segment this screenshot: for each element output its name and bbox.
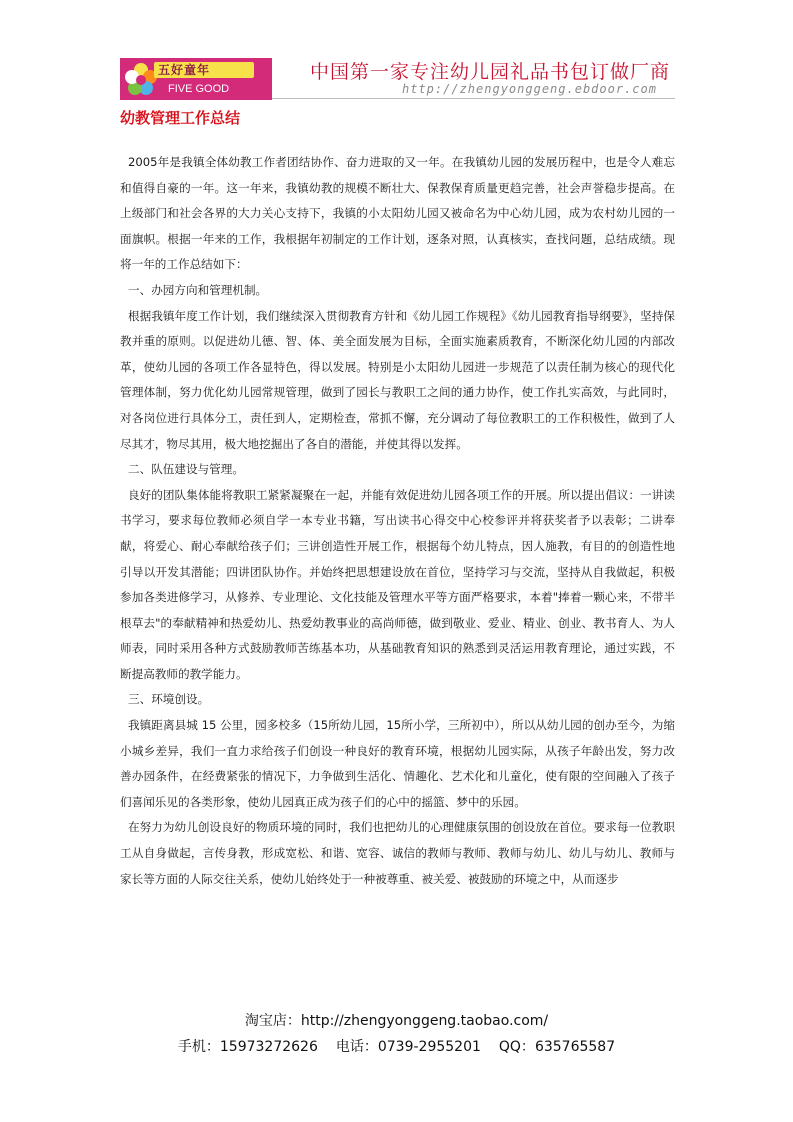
paragraph-team: 良好的团队集体能将教职工紧紧凝聚在一起，并能有效促进幼儿园各项工作的开展。所以提出倡议：一讲读书学习，要求每位教师必须自学一本专业书籍，写出读书心得交中心校参评并将获奖者予以表彰；二讲奉献，将爱心、耐心奉献给孩子们；三讲创造性开展工作，根据每个幼儿特点，因人施教，有目的的创造性地引导以开发其潜能；四讲团队协作。并始终把思想建设放在首位，坚持学习与交流，坚持从自我做起，积极参加各类进修学习，从修养、专业理论、文化技能及管理水平等方面严格要求，本着"捧着一颗心来，不带半根草去"的奉献精神和热爱幼儿、热爱幼教事业的高尚师德，做到敬业、爱业、精业、创业、教书育人、为人师表，同时采用各种方式鼓励教师苦练基本功，从基础教育知识的熟悉到灵活运用教育理论，通过实践，不断提高教师的教学能力。 [120, 487, 675, 681]
section-heading-1: 一、办园方向和管理机制。 [128, 282, 268, 297]
section-heading-3: 三、环境创设。 [128, 692, 210, 707]
header-divider [272, 98, 675, 99]
footer-shop-row [0, 1008, 793, 1034]
section-heading-2: 二、队伍建设与管理。 [128, 462, 244, 477]
paragraph-management: 根据我镇年度工作计划，我们继续深入贯彻教育方针和《幼儿园工作规程》《幼儿园教育指导纲要》，坚持保教并重的原则。以促进幼儿德、智、体、美全面发展为目标，全面实施素质教育，不断深化幼儿园的内部改革，使幼儿园的各项工作各显特色，得以发展。特别是小太阳幼儿园进一步规范了以责任制为核心的现代化管理体制，努力优化幼儿园常规管理，做到了园长与教职工之间的通力协作，使工作扎实高效，与此同时，对各岗位进行具体分工，责任到人，定期检查，常抓不懈，充分调动了每位教职工的工作积极性，做到了人尽其才，物尽其用，极大地挖掘出了各自的潜能，并使其得以发挥。 [120, 308, 675, 451]
shop-label: 淘宝店： [244, 1013, 301, 1029]
header-slogan: 中国第一家专注幼儿园礼品书包订做厂商 [310, 61, 671, 83]
page-header [120, 58, 675, 102]
document-title: 幼教管理工作总结 [120, 109, 241, 127]
qq-number: 635765587 [534, 1039, 616, 1055]
tel-label: 电话： [335, 1039, 378, 1055]
logo-brand-en: FIVE GOOD [168, 83, 230, 95]
paragraph-environment: 我镇距离县城 15 公里，园多校多（15所幼儿园，15所小学，三所初中），所以从幼儿园的创办至今，为缩小城乡差异，我们一直力求给孩子们创设一种良好的教育环境，根据幼儿园实际，从孩子年龄出发，努力改善办园条件，在经费紧张的情况下，力争做到生活化、情趣化、艺术化和儿童化，使有限的空间融入了孩子们喜闻乐见的各类形象，使幼儿园真正成为孩子们的心中的摇篮、梦中的乐园。 [120, 718, 675, 809]
document-body [120, 150, 675, 892]
shop-url-link[interactable]: http://zhengyonggeng.taobao.com/ [300, 1013, 549, 1029]
five-good-logo [120, 58, 272, 100]
page-footer [0, 1008, 793, 1060]
phone-label: 手机： [177, 1039, 220, 1055]
paragraph-intro: 2005年是我镇全体幼教工作者团结协作、奋力进取的又一年。在我镇幼儿园的发展历程中，也是令人难忘和值得自豪的一年。这一年来，我镇幼教的规模不断壮大、保教保育质量更趋完善，社会声誉稳步提高。在上级部门和社会各界的大力关心支持下，我镇的小太阳幼儿园又被命名为中心幼儿园，成为农村幼儿园的一面旗帜。根据一年来的工作，我根据年初制定的工作计划，逐条对照，认真核实，查找问题，总结成绩。现将一年的工作总结如下： [120, 155, 675, 272]
header-url: http://zhengyonggeng.ebdoor.com [402, 82, 657, 96]
tel-number: 0739-2955201 [377, 1039, 481, 1055]
logo-brand-cn: 五好童年 [158, 63, 211, 77]
phone-number: 15973272626 [219, 1039, 318, 1055]
paragraph-psychology: 在努力为幼儿创设良好的物质环境的同时，我们也把幼儿的心理健康氛围的创设放在首位。要求每一位教职工从自身做起，言传身教，形成宽松、和谐、宽容、诚信的教师与教师、教师与幼儿、幼儿与幼儿、教师与家长等方面的人际交往关系，使幼儿始终处于一种被尊重、被关爱、被鼓励的环境之中，从而逐步 [120, 820, 675, 886]
logo-arrow-tail [254, 58, 272, 100]
footer-contact-row [0, 1034, 793, 1060]
qq-label: QQ： [498, 1039, 535, 1055]
